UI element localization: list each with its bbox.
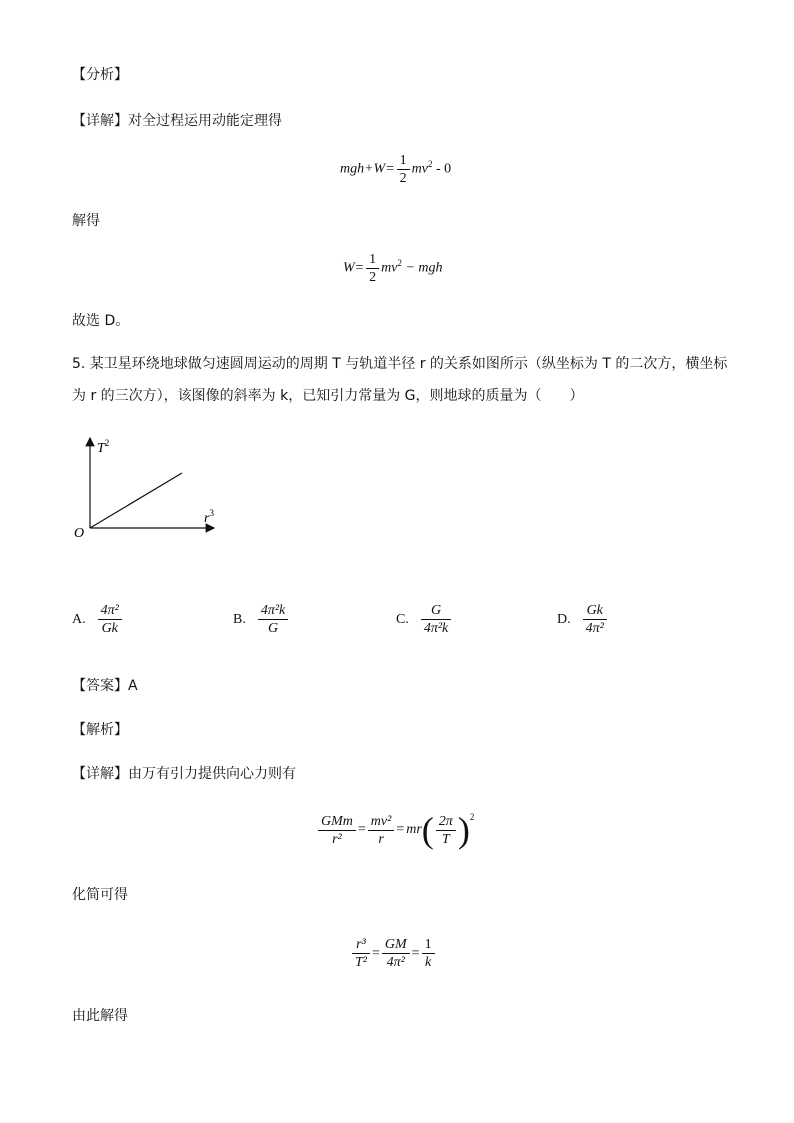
- eq4-frac2: [382, 936, 410, 971]
- analysis-heading: 【分析】: [72, 67, 128, 83]
- eq2-tail: − mgh: [401, 260, 443, 276]
- eq1-rest: mv: [411, 161, 428, 177]
- eq1-tail: - 0: [432, 161, 452, 177]
- eq1-exp: 2: [428, 159, 433, 170]
- option-c-num: G: [421, 602, 451, 620]
- eq3-frac3: [436, 813, 456, 848]
- eq3-right-paren: ): [457, 810, 470, 850]
- option-a[interactable]: [72, 602, 124, 637]
- option-d-den: 4π²: [585, 621, 604, 636]
- equation-work-energy: [340, 152, 451, 187]
- answer-line: [72, 676, 138, 696]
- equation-gravity: [316, 812, 474, 848]
- eq3-mr: mr: [406, 822, 422, 837]
- eq4-f1-num: r³: [352, 936, 370, 954]
- eq1-num: 1: [397, 152, 410, 170]
- option-b-den: G: [268, 621, 279, 636]
- eq3-eq2: =: [396, 822, 405, 837]
- option-d[interactable]: [557, 602, 609, 637]
- detail-line-1: [72, 111, 282, 131]
- equation-work-result: [343, 251, 443, 286]
- eq3-f3-num: 2π: [436, 813, 456, 831]
- eq3-f3-den: T: [441, 831, 450, 847]
- eq4-f2-den: 4π²: [386, 955, 405, 970]
- option-c-fraction: [421, 602, 451, 637]
- simplify-label: 化简可得: [72, 887, 128, 903]
- y-axis-label: $T^2$: [97, 438, 110, 456]
- eq4-f2-num: GM: [382, 936, 410, 954]
- eq2-exp: 2: [397, 258, 402, 269]
- eq1-den: 2: [399, 171, 407, 186]
- eq2-lhs: W=: [343, 260, 365, 276]
- option-d-num: Gk: [583, 602, 607, 620]
- graph-line: [90, 473, 182, 528]
- detail-text: 对全过程运用动能定理得: [128, 113, 282, 129]
- option-c-den: 4π²k: [423, 621, 449, 636]
- option-a-den: Gk: [101, 621, 118, 636]
- eq4-f3-num: 1: [422, 936, 435, 954]
- eq3-frac2: [368, 813, 395, 848]
- eq2-den: 2: [369, 270, 377, 285]
- option-a-num: 4π²: [98, 602, 122, 620]
- eq4-f1-den: T²: [355, 955, 367, 970]
- option-b-num: 4π²k: [258, 602, 288, 620]
- eq1-lhs: mgh+W=: [340, 161, 395, 177]
- option-d-label: D.: [557, 611, 571, 627]
- eq2-fraction: [366, 251, 379, 286]
- option-b-label: B.: [233, 611, 246, 627]
- eq1-fraction: [397, 152, 410, 187]
- option-a-fraction: [98, 602, 122, 637]
- eq4-eq2: =: [411, 945, 420, 961]
- eq3-left-paren: (: [421, 810, 434, 850]
- detail2-text: 由万有引力提供向心力则有: [128, 766, 296, 782]
- option-a-label: A.: [72, 611, 86, 627]
- option-b[interactable]: [233, 602, 290, 637]
- x-axis-label: $r^3$: [204, 508, 214, 526]
- choose-line: 故选 D。: [72, 313, 130, 329]
- eq4-eq1: =: [371, 945, 380, 961]
- eq2-num: 1: [366, 251, 379, 269]
- option-b-fraction: [258, 602, 288, 637]
- answer-value: A: [128, 678, 138, 694]
- eq4-f3-den: k: [424, 955, 432, 970]
- detail2-tag: 【详解】: [72, 766, 128, 782]
- eq4-frac3: [422, 936, 435, 971]
- answer-tag: 【答案】: [72, 678, 128, 694]
- eq3-exp: 2: [469, 812, 475, 822]
- eq3-f2-den: r: [378, 831, 384, 847]
- eq3-f2-num: mv²: [368, 813, 395, 831]
- detail-tag: 【详解】: [72, 113, 128, 129]
- question5-line1: 5. 某卫星环绕地球做匀速圆周运动的周期 T 与轨道半径 r 的关系如图所示（纵坐标为 T 的二次方，横坐标: [72, 356, 728, 372]
- origin-label: O: [74, 526, 85, 541]
- eq2-rest: mv: [381, 260, 398, 276]
- question5-line2: 为 r 的三次方），该图像的斜率为 k，已知引力常量为 G，则地球的质量为（ ）: [72, 388, 584, 404]
- solve-label-2: 由此解得: [72, 1008, 128, 1024]
- eq3-f1-den: r²: [332, 831, 342, 847]
- option-c[interactable]: [396, 602, 453, 637]
- solve-label-1: 解得: [72, 213, 100, 229]
- t2-r3-graph: [70, 430, 230, 550]
- detail-line-2: [72, 764, 296, 784]
- eq3-f1-num: GMm: [318, 813, 356, 831]
- eq4-frac1: [352, 936, 370, 971]
- equation-simplified: [350, 936, 437, 971]
- eq3-frac1: [318, 813, 356, 848]
- analysis2-heading: 【解析】: [72, 722, 128, 738]
- option-d-fraction: [583, 602, 607, 637]
- eq3-eq1: =: [357, 822, 366, 837]
- option-c-label: C.: [396, 611, 409, 627]
